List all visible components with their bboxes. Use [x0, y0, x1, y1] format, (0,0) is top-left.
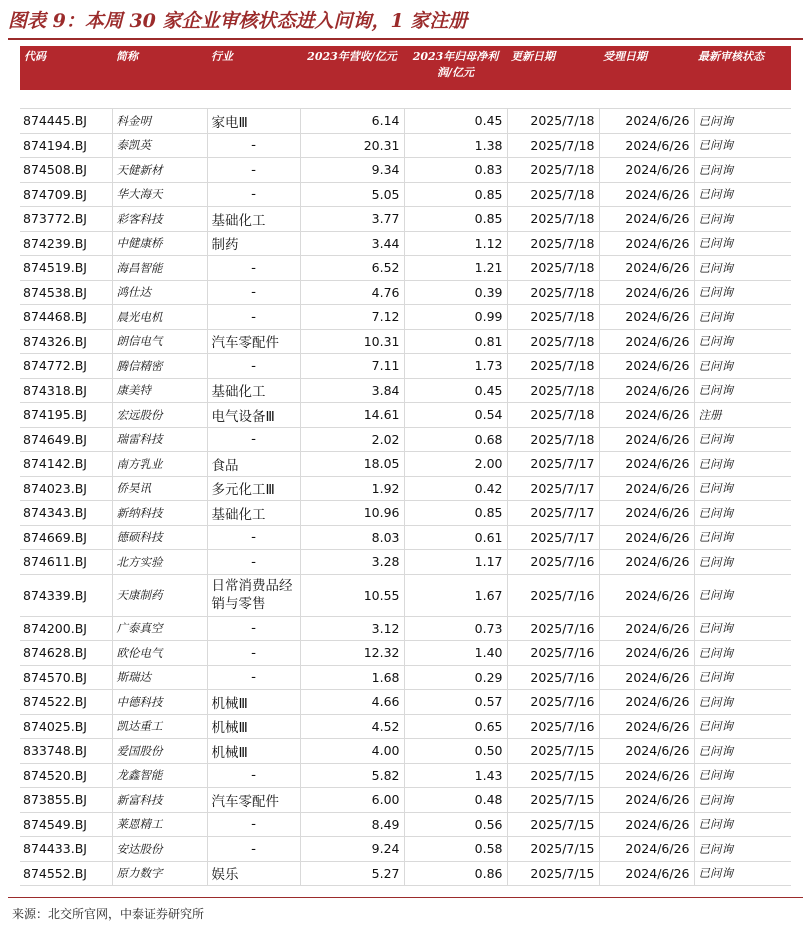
cell-status: 已问询 [694, 231, 791, 256]
header-accept-date: 受理日期 [599, 46, 694, 90]
cell-industry: - [207, 305, 300, 330]
cell-code: 874468.BJ [20, 305, 112, 330]
header-name: 简称 [112, 46, 207, 90]
cell-accept-date: 2024/6/26 [599, 256, 694, 281]
cell-revenue: 6.14 [300, 109, 404, 134]
cell-update-date: 2025/7/18 [507, 354, 599, 379]
cell-name: 莱恩精工 [112, 812, 207, 837]
footer-divider [8, 897, 803, 898]
cell-industry: 机械Ⅲ [207, 690, 300, 715]
cell-code: 874343.BJ [20, 501, 112, 526]
cell-name: 彩客科技 [112, 207, 207, 232]
cell-update-date: 2025/7/16 [507, 665, 599, 690]
cell-code: 874445.BJ [20, 109, 112, 134]
cell-net-profit: 0.29 [404, 665, 507, 690]
cell-accept-date: 2024/6/26 [599, 739, 694, 764]
cell-status: 已问询 [694, 354, 791, 379]
cell-name: 天康制药 [112, 574, 207, 616]
cell-status: 已问询 [694, 476, 791, 501]
cell-net-profit: 0.85 [404, 207, 507, 232]
cell-net-profit: 0.73 [404, 616, 507, 641]
cell-code: 874649.BJ [20, 427, 112, 452]
cell-revenue: 3.84 [300, 378, 404, 403]
cell-name: 斯瑞达 [112, 665, 207, 690]
cell-accept-date: 2024/6/26 [599, 525, 694, 550]
cell-industry: - [207, 616, 300, 641]
cell-revenue: 20.31 [300, 133, 404, 158]
cell-code: 874326.BJ [20, 329, 112, 354]
cell-industry: - [207, 525, 300, 550]
cell-name: 龙鑫智能 [112, 763, 207, 788]
cell-code: 874549.BJ [20, 812, 112, 837]
cell-industry: 娱乐 [207, 861, 300, 886]
cell-net-profit: 0.45 [404, 109, 507, 134]
cell-accept-date: 2024/6/26 [599, 182, 694, 207]
cell-update-date: 2025/7/18 [507, 182, 599, 207]
cell-update-date: 2025/7/18 [507, 256, 599, 281]
cell-code: 874194.BJ [20, 133, 112, 158]
cell-code: 874772.BJ [20, 354, 112, 379]
cell-industry: - [207, 133, 300, 158]
cell-status: 已问询 [694, 714, 791, 739]
cell-name: 中健康桥 [112, 231, 207, 256]
cell-revenue: 6.52 [300, 256, 404, 281]
cell-net-profit: 0.42 [404, 476, 507, 501]
table-row [20, 665, 791, 690]
cell-industry: - [207, 837, 300, 862]
cell-industry: 基础化工 [207, 378, 300, 403]
cell-net-profit: 0.83 [404, 158, 507, 183]
table-row [20, 574, 791, 616]
cell-revenue: 3.12 [300, 616, 404, 641]
cell-status: 已问询 [694, 329, 791, 354]
ipo-review-table [20, 46, 791, 886]
table-row [20, 714, 791, 739]
cell-code: 874519.BJ [20, 256, 112, 281]
cell-industry: - [207, 665, 300, 690]
cell-name: 北方实验 [112, 550, 207, 575]
cell-update-date: 2025/7/15 [507, 861, 599, 886]
cell-industry: 机械Ⅲ [207, 739, 300, 764]
cell-net-profit: 0.81 [404, 329, 507, 354]
cell-accept-date: 2024/6/26 [599, 812, 694, 837]
cell-accept-date: 2024/6/26 [599, 329, 694, 354]
table-row [20, 452, 791, 477]
cell-accept-date: 2024/6/26 [599, 690, 694, 715]
header-code: 代码 [20, 46, 112, 90]
cell-industry: 机械Ⅲ [207, 714, 300, 739]
table-row [20, 280, 791, 305]
cell-update-date: 2025/7/18 [507, 133, 599, 158]
cell-net-profit: 0.58 [404, 837, 507, 862]
cell-net-profit: 2.00 [404, 452, 507, 477]
cell-name: 瑞雷科技 [112, 427, 207, 452]
cell-status: 注册 [694, 403, 791, 428]
cell-update-date: 2025/7/18 [507, 207, 599, 232]
table-row [20, 109, 791, 134]
cell-accept-date: 2024/6/26 [599, 861, 694, 886]
cell-status: 已问询 [694, 837, 791, 862]
cell-status: 已问询 [694, 665, 791, 690]
cell-industry: 汽车零配件 [207, 788, 300, 813]
cell-update-date: 2025/7/17 [507, 476, 599, 501]
cell-revenue: 4.00 [300, 739, 404, 764]
cell-update-date: 2025/7/18 [507, 158, 599, 183]
cell-net-profit: 1.67 [404, 574, 507, 616]
cell-accept-date: 2024/6/26 [599, 476, 694, 501]
cell-update-date: 2025/7/17 [507, 452, 599, 477]
cell-accept-date: 2024/6/26 [599, 231, 694, 256]
cell-name: 侨昊讯 [112, 476, 207, 501]
table-row [20, 354, 791, 379]
cell-name: 天健新材 [112, 158, 207, 183]
cell-industry: 基础化工 [207, 207, 300, 232]
cell-revenue: 3.44 [300, 231, 404, 256]
title-divider [8, 38, 803, 40]
table-row [20, 329, 791, 354]
cell-revenue: 1.92 [300, 476, 404, 501]
cell-update-date: 2025/7/17 [507, 525, 599, 550]
cell-name: 凯达重工 [112, 714, 207, 739]
cell-update-date: 2025/7/15 [507, 812, 599, 837]
cell-status: 已问询 [694, 812, 791, 837]
cell-status: 已问询 [694, 158, 791, 183]
cell-revenue: 2.02 [300, 427, 404, 452]
table-row [20, 788, 791, 813]
cell-name: 科金明 [112, 109, 207, 134]
cell-accept-date: 2024/6/26 [599, 616, 694, 641]
cell-accept-date: 2024/6/26 [599, 403, 694, 428]
cell-revenue: 4.52 [300, 714, 404, 739]
table-row [20, 158, 791, 183]
cell-update-date: 2025/7/16 [507, 690, 599, 715]
table-row [20, 231, 791, 256]
cell-name: 海昌智能 [112, 256, 207, 281]
cell-net-profit: 0.86 [404, 861, 507, 886]
cell-revenue: 10.55 [300, 574, 404, 616]
cell-net-profit: 0.85 [404, 501, 507, 526]
cell-industry: - [207, 354, 300, 379]
cell-revenue: 4.66 [300, 690, 404, 715]
cell-update-date: 2025/7/15 [507, 739, 599, 764]
table-row [20, 690, 791, 715]
cell-status: 已问询 [694, 182, 791, 207]
cell-net-profit: 1.17 [404, 550, 507, 575]
cell-name: 欧伦电气 [112, 641, 207, 666]
table-row [20, 525, 791, 550]
cell-industry: 汽车零配件 [207, 329, 300, 354]
cell-update-date: 2025/7/18 [507, 378, 599, 403]
cell-net-profit: 0.68 [404, 427, 507, 452]
cell-code: 874025.BJ [20, 714, 112, 739]
cell-revenue: 8.49 [300, 812, 404, 837]
cell-update-date: 2025/7/18 [507, 403, 599, 428]
cell-industry: 食品 [207, 452, 300, 477]
cell-industry: - [207, 256, 300, 281]
cell-industry: 家电Ⅲ [207, 109, 300, 134]
cell-update-date: 2025/7/16 [507, 714, 599, 739]
figure-title: 图表 9：本周 30 家企业审核状态进入问询，1 家注册 [8, 10, 468, 32]
cell-net-profit: 0.56 [404, 812, 507, 837]
cell-code: 874552.BJ [20, 861, 112, 886]
cell-name: 腾信精密 [112, 354, 207, 379]
cell-update-date: 2025/7/18 [507, 305, 599, 330]
cell-accept-date: 2024/6/26 [599, 280, 694, 305]
cell-code: 874142.BJ [20, 452, 112, 477]
cell-update-date: 2025/7/17 [507, 501, 599, 526]
table-row [20, 427, 791, 452]
cell-industry: 制药 [207, 231, 300, 256]
cell-accept-date: 2024/6/26 [599, 207, 694, 232]
cell-name: 朗信电气 [112, 329, 207, 354]
cell-code: 874239.BJ [20, 231, 112, 256]
table-row [20, 501, 791, 526]
cell-revenue: 9.34 [300, 158, 404, 183]
cell-status: 已问询 [694, 207, 791, 232]
cell-code: 874339.BJ [20, 574, 112, 616]
cell-industry: - [207, 550, 300, 575]
cell-revenue: 8.03 [300, 525, 404, 550]
cell-industry: 多元化工Ⅲ [207, 476, 300, 501]
cell-net-profit: 0.48 [404, 788, 507, 813]
header-status: 最新审核状态 [694, 46, 791, 90]
table-row [20, 861, 791, 886]
table-row [20, 641, 791, 666]
cell-accept-date: 2024/6/26 [599, 158, 694, 183]
cell-revenue: 5.82 [300, 763, 404, 788]
cell-accept-date: 2024/6/26 [599, 550, 694, 575]
cell-net-profit: 0.99 [404, 305, 507, 330]
cell-revenue: 12.32 [300, 641, 404, 666]
cell-net-profit: 0.65 [404, 714, 507, 739]
cell-net-profit: 1.40 [404, 641, 507, 666]
cell-accept-date: 2024/6/26 [599, 837, 694, 862]
cell-revenue: 5.27 [300, 861, 404, 886]
cell-name: 原力数字 [112, 861, 207, 886]
cell-code: 873772.BJ [20, 207, 112, 232]
table-row [20, 305, 791, 330]
cell-code: 873855.BJ [20, 788, 112, 813]
cell-code: 874023.BJ [20, 476, 112, 501]
cell-code: 874709.BJ [20, 182, 112, 207]
table-header-row [20, 46, 791, 90]
cell-update-date: 2025/7/16 [507, 616, 599, 641]
header-industry: 行业 [207, 46, 300, 90]
cell-net-profit: 1.38 [404, 133, 507, 158]
cell-net-profit: 0.50 [404, 739, 507, 764]
cell-status: 已问询 [694, 616, 791, 641]
cell-code: 874669.BJ [20, 525, 112, 550]
table-row [20, 812, 791, 837]
table-row [20, 476, 791, 501]
cell-code: 874433.BJ [20, 837, 112, 862]
cell-revenue: 3.28 [300, 550, 404, 575]
cell-status: 已问询 [694, 452, 791, 477]
cell-revenue: 14.61 [300, 403, 404, 428]
cell-status: 已问询 [694, 305, 791, 330]
cell-name: 华大海天 [112, 182, 207, 207]
cell-industry: - [207, 763, 300, 788]
cell-industry: - [207, 641, 300, 666]
cell-name: 南方乳业 [112, 452, 207, 477]
cell-accept-date: 2024/6/26 [599, 109, 694, 134]
cell-industry: - [207, 280, 300, 305]
cell-status: 已问询 [694, 550, 791, 575]
cell-update-date: 2025/7/18 [507, 329, 599, 354]
cell-name: 新纳科技 [112, 501, 207, 526]
source-note: 来源：北交所官网，中泰证券研究所 [12, 907, 205, 921]
cell-status: 已问询 [694, 280, 791, 305]
cell-status: 已问询 [694, 501, 791, 526]
cell-name: 宏远股份 [112, 403, 207, 428]
cell-industry: 日常消费品经销与零售 [207, 574, 300, 616]
cell-update-date: 2025/7/16 [507, 641, 599, 666]
table-row [20, 403, 791, 428]
cell-update-date: 2025/7/16 [507, 550, 599, 575]
table-row [20, 256, 791, 281]
cell-update-date: 2025/7/18 [507, 280, 599, 305]
cell-revenue: 7.11 [300, 354, 404, 379]
cell-name: 鸿仕达 [112, 280, 207, 305]
cell-name: 爱国股份 [112, 739, 207, 764]
table-row [20, 616, 791, 641]
cell-status: 已问询 [694, 739, 791, 764]
cell-update-date: 2025/7/16 [507, 574, 599, 616]
cell-accept-date: 2024/6/26 [599, 574, 694, 616]
cell-net-profit: 0.39 [404, 280, 507, 305]
cell-update-date: 2025/7/18 [507, 109, 599, 134]
cell-accept-date: 2024/6/26 [599, 714, 694, 739]
cell-net-profit: 0.61 [404, 525, 507, 550]
cell-update-date: 2025/7/18 [507, 231, 599, 256]
cell-accept-date: 2024/6/26 [599, 427, 694, 452]
cell-code: 833748.BJ [20, 739, 112, 764]
table-row [20, 182, 791, 207]
cell-industry: 基础化工 [207, 501, 300, 526]
cell-accept-date: 2024/6/26 [599, 133, 694, 158]
cell-accept-date: 2024/6/26 [599, 763, 694, 788]
cell-accept-date: 2024/6/26 [599, 641, 694, 666]
cell-code: 874195.BJ [20, 403, 112, 428]
cell-status: 已问询 [694, 861, 791, 886]
table-body [20, 90, 791, 886]
table-row [20, 133, 791, 158]
cell-revenue: 7.12 [300, 305, 404, 330]
cell-accept-date: 2024/6/26 [599, 305, 694, 330]
cell-net-profit: 0.85 [404, 182, 507, 207]
cell-status: 已问询 [694, 133, 791, 158]
table-row [20, 550, 791, 575]
cell-revenue: 10.96 [300, 501, 404, 526]
cell-status: 已问询 [694, 763, 791, 788]
table-row [20, 378, 791, 403]
cell-industry: 电气设备Ⅲ [207, 403, 300, 428]
cell-revenue: 1.68 [300, 665, 404, 690]
cell-code: 874570.BJ [20, 665, 112, 690]
cell-accept-date: 2024/6/26 [599, 788, 694, 813]
cell-status: 已问询 [694, 427, 791, 452]
cell-net-profit: 0.57 [404, 690, 507, 715]
cell-net-profit: 1.73 [404, 354, 507, 379]
table-row [20, 763, 791, 788]
cell-revenue: 6.00 [300, 788, 404, 813]
cell-code: 874522.BJ [20, 690, 112, 715]
cell-code: 874611.BJ [20, 550, 112, 575]
cell-code: 874318.BJ [20, 378, 112, 403]
cell-update-date: 2025/7/15 [507, 763, 599, 788]
header-update-date: 更新日期 [507, 46, 599, 90]
cell-accept-date: 2024/6/26 [599, 501, 694, 526]
cell-industry: - [207, 812, 300, 837]
cell-update-date: 2025/7/15 [507, 788, 599, 813]
cell-industry: - [207, 158, 300, 183]
cell-net-profit: 1.43 [404, 763, 507, 788]
cell-accept-date: 2024/6/26 [599, 452, 694, 477]
cell-accept-date: 2024/6/26 [599, 378, 694, 403]
cell-name: 安达股份 [112, 837, 207, 862]
cell-accept-date: 2024/6/26 [599, 354, 694, 379]
cell-status: 已问询 [694, 525, 791, 550]
cell-name: 新富科技 [112, 788, 207, 813]
cell-status: 已问询 [694, 788, 791, 813]
header-spacer-row [20, 90, 791, 109]
cell-name: 康美特 [112, 378, 207, 403]
cell-net-profit: 0.45 [404, 378, 507, 403]
cell-industry: - [207, 182, 300, 207]
cell-revenue: 9.24 [300, 837, 404, 862]
cell-revenue: 18.05 [300, 452, 404, 477]
table-row [20, 207, 791, 232]
cell-name: 泰凯英 [112, 133, 207, 158]
cell-name: 广泰真空 [112, 616, 207, 641]
cell-status: 已问询 [694, 574, 791, 616]
cell-status: 已问询 [694, 641, 791, 666]
cell-revenue: 3.77 [300, 207, 404, 232]
cell-status: 已问询 [694, 378, 791, 403]
cell-update-date: 2025/7/15 [507, 837, 599, 862]
cell-accept-date: 2024/6/26 [599, 665, 694, 690]
cell-net-profit: 1.12 [404, 231, 507, 256]
cell-net-profit: 0.54 [404, 403, 507, 428]
cell-status: 已问询 [694, 109, 791, 134]
table-row [20, 739, 791, 764]
cell-net-profit: 1.21 [404, 256, 507, 281]
cell-code: 874508.BJ [20, 158, 112, 183]
cell-name: 德硕科技 [112, 525, 207, 550]
cell-revenue: 10.31 [300, 329, 404, 354]
cell-industry: - [207, 427, 300, 452]
cell-update-date: 2025/7/18 [507, 427, 599, 452]
cell-revenue: 5.05 [300, 182, 404, 207]
cell-status: 已问询 [694, 690, 791, 715]
cell-code: 874520.BJ [20, 763, 112, 788]
header-revenue: 2023年营收/亿元 [300, 46, 404, 90]
cell-code: 874628.BJ [20, 641, 112, 666]
cell-name: 中德科技 [112, 690, 207, 715]
cell-revenue: 4.76 [300, 280, 404, 305]
table-row [20, 837, 791, 862]
cell-code: 874200.BJ [20, 616, 112, 641]
cell-code: 874538.BJ [20, 280, 112, 305]
header-net-profit: 2023年归母净利润/亿元 [404, 46, 507, 90]
cell-name: 晨光电机 [112, 305, 207, 330]
cell-status: 已问询 [694, 256, 791, 281]
